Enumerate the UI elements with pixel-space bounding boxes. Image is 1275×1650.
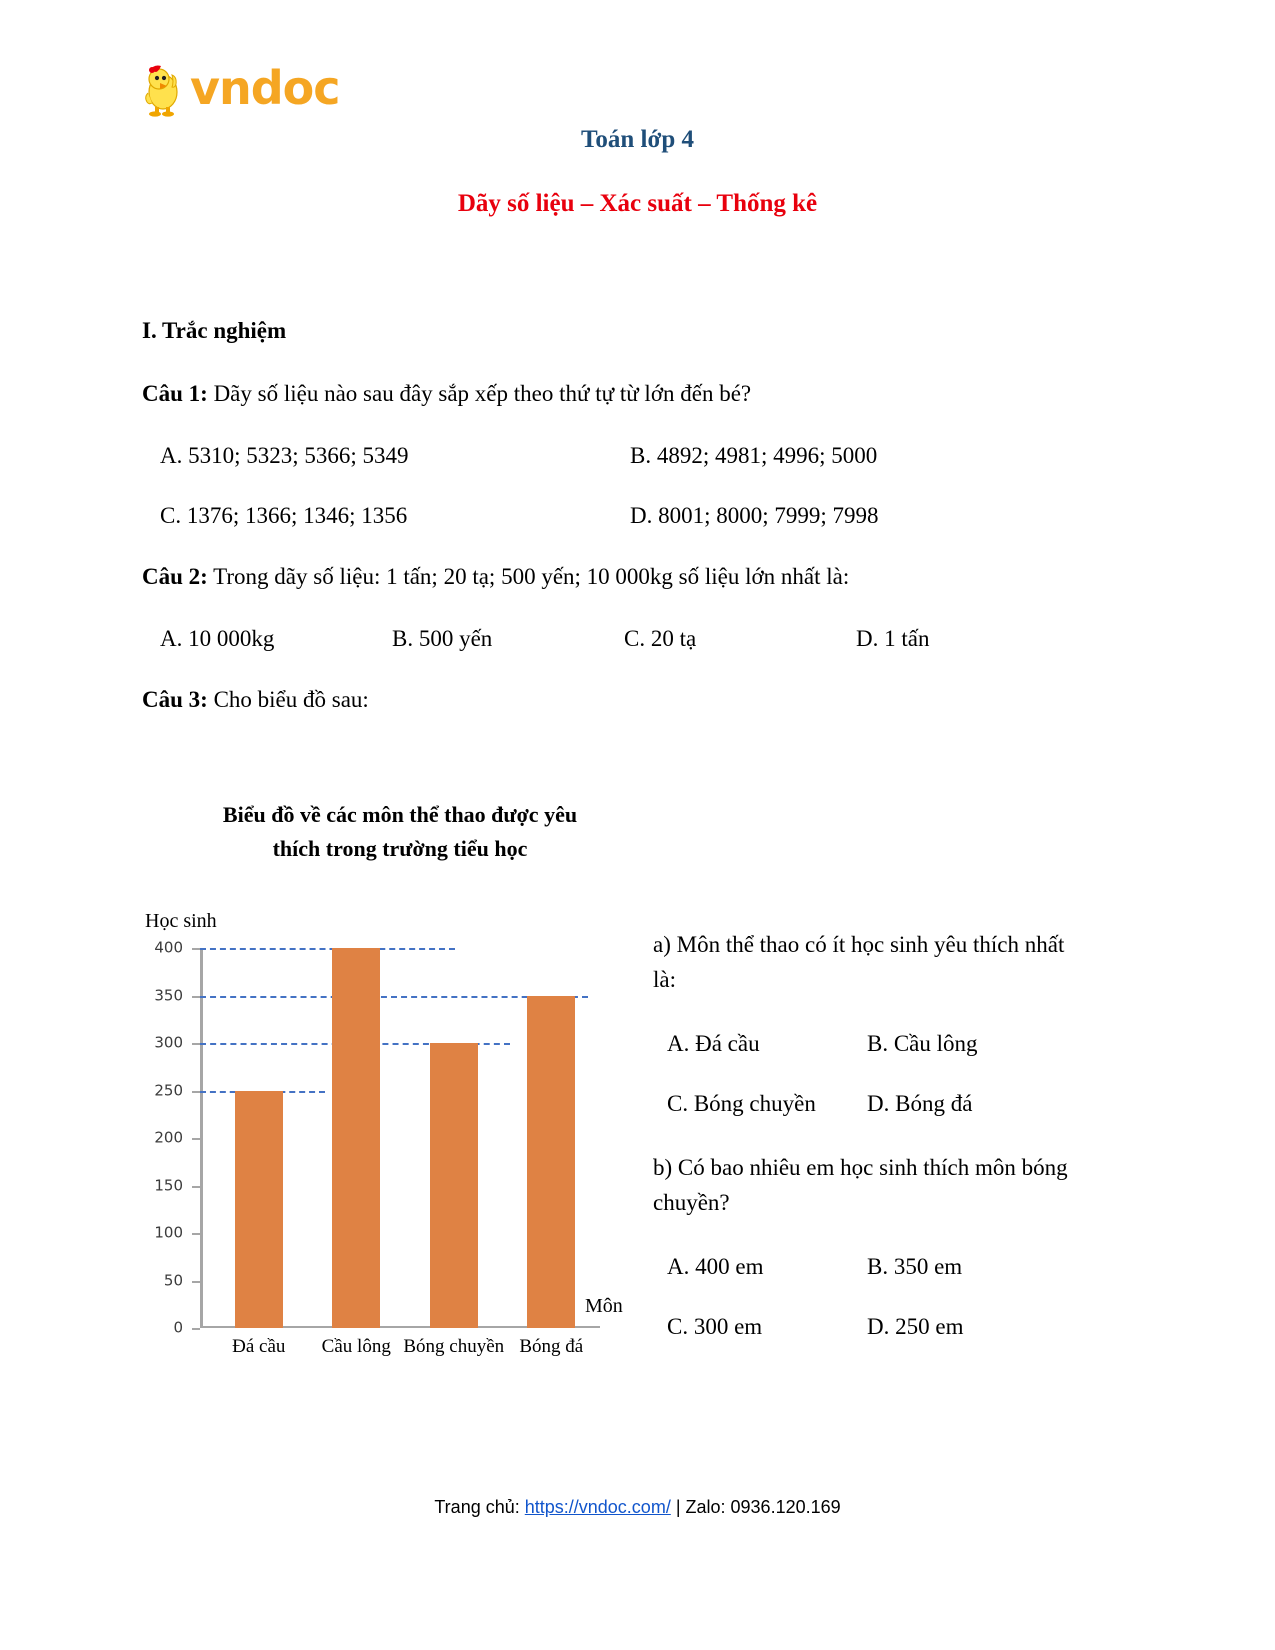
- chart-y-tick: [173, 1318, 200, 1337]
- subquestion-a-options-row-1: [653, 1031, 1073, 1057]
- chart-category-label: Bóng chuyền: [403, 1336, 505, 1357]
- section-heading-trac-nghiem: I. Trắc nghiệm: [142, 318, 287, 343]
- chart-y-tick-label: 300: [154, 1033, 183, 1052]
- chart-y-tick-label: 200: [154, 1128, 183, 1147]
- chick-mascot-icon: [142, 59, 186, 117]
- chart-y-tick: [163, 1271, 200, 1290]
- question-2-option-b[interactable]: B. 500 yến: [392, 625, 493, 651]
- chart-plot-area: [154, 938, 590, 1357]
- question-1-options-row-2: [142, 503, 1132, 529]
- chart-bar: [527, 996, 575, 1329]
- question-1: [142, 380, 1132, 409]
- question-2-options-row: [142, 626, 1132, 652]
- subquestion-a-option-b[interactable]: B. Cầu lông: [867, 1031, 978, 1056]
- chart-y-tick: [154, 986, 200, 1005]
- chart-category-label: Đá cầu: [232, 1336, 286, 1357]
- subquestion-b-options-row-2: [653, 1314, 1073, 1340]
- chart-y-tick: [154, 1128, 200, 1147]
- question-2-text: Trong dãy số liệu: 1 tấn; 20 tạ; 500 yến; 10 000kg số liệu lớn nhất là:: [207, 563, 850, 589]
- question-3: [142, 686, 1132, 715]
- chart-y-tick: [154, 1176, 200, 1195]
- question-2-option-a[interactable]: A. 10 000kg: [160, 625, 275, 651]
- footer-homepage-link[interactable]: https://vndoc.com/: [524, 1497, 671, 1517]
- sports-bar-chart: [140, 910, 660, 1410]
- chart-y-tick: [154, 1033, 200, 1052]
- footer-prefix: Trang chủ:: [434, 1497, 525, 1517]
- page-footer: [0, 1497, 1275, 1518]
- chart-y-tick: [154, 1223, 200, 1242]
- chart-x-axis-label: Môn: [585, 1295, 623, 1317]
- chart-bar: [332, 948, 380, 1328]
- question-2: [142, 563, 1132, 592]
- chart-title: [165, 798, 635, 866]
- question-1-text: Dãy số liệu nào sau đây sắp xếp theo thứ tự từ lớn đến bé?: [207, 381, 752, 406]
- chart-y-tick-label: 100: [154, 1223, 183, 1242]
- chart-y-axis-label: Học sinh: [145, 910, 217, 932]
- subquestion-b-option-b[interactable]: B. 350 em: [867, 1254, 963, 1279]
- footer-suffix: | Zalo: 0936.120.169: [670, 1497, 841, 1517]
- chart-bar: [235, 1091, 283, 1329]
- worksheet-body: [142, 318, 1132, 748]
- chart-gridline: [200, 948, 455, 950]
- chart-y-tick-label: 400: [154, 938, 183, 957]
- vndoc-logo: [142, 56, 340, 120]
- question-3-label: Câu 3:: [142, 686, 208, 712]
- chart-y-tick-label: 250: [154, 1081, 183, 1100]
- chart-title-line-2: thích trong trường tiểu học: [272, 836, 528, 862]
- chart-y-tick-label: 0: [173, 1318, 183, 1337]
- chart-y-tick-label: 50: [163, 1271, 183, 1290]
- chart-category-label: Bóng đá: [519, 1336, 584, 1357]
- question-1-option-c[interactable]: C. 1376; 1366; 1346; 1356: [160, 502, 408, 528]
- chart-y-tick: [154, 938, 200, 957]
- chart-category-label: Cầu lông: [321, 1336, 391, 1357]
- chart-y-tick-label: 150: [154, 1176, 183, 1195]
- subquestion-b-option-a[interactable]: A. 400 em: [667, 1254, 764, 1279]
- subquestion-a-prompt: a) Môn thể thao có ít học sinh yêu thích nhất là:: [653, 932, 1065, 992]
- chart-bar: [430, 1043, 478, 1328]
- question-1-label: Câu 1:: [142, 381, 208, 406]
- subquestion-b-prompt: b) Có bao nhiêu em học sinh thích môn bóng chuyền?: [653, 1155, 1068, 1215]
- subquestion-a-option-d[interactable]: D. Bóng đá: [867, 1091, 973, 1116]
- question-3-text: Cho biểu đồ sau:: [207, 686, 369, 712]
- chart-title-line-1: Biểu đồ về các môn thể thao được yêu: [222, 802, 578, 827]
- logo-wordmark: vndoc: [190, 61, 340, 115]
- page-subtitle: Dãy số liệu – Xác suất – Thống kê: [457, 190, 818, 217]
- question-1-option-d[interactable]: D. 8001; 8000; 7999; 7998: [630, 502, 879, 528]
- subquestion-b-option-c[interactable]: C. 300 em: [667, 1314, 763, 1339]
- subquestion-b-options-row-1: [653, 1254, 1073, 1280]
- question-1-options-row-1: [142, 443, 1132, 469]
- chart-y-tick: [154, 1081, 200, 1100]
- question-2-option-d[interactable]: D. 1 tấn: [856, 625, 930, 651]
- chart-y-axis-line: [200, 948, 203, 1328]
- subquestion-a-option-c[interactable]: C. Bóng chuyền: [667, 1091, 816, 1116]
- page-title: Toán lớp 4: [581, 126, 694, 153]
- subquestion-a-options-row-2: [653, 1091, 1073, 1117]
- question-2-label: Câu 2:: [142, 563, 208, 589]
- chart-y-tick-label: 350: [154, 986, 183, 1005]
- subquestion-b-option-d[interactable]: D. 250 em: [867, 1314, 964, 1339]
- subquestion-a-option-a[interactable]: A. Đá cầu: [667, 1031, 760, 1056]
- question-1-option-b[interactable]: B. 4892; 4981; 4996; 5000: [630, 442, 878, 468]
- question-2-option-c[interactable]: C. 20 tạ: [624, 625, 697, 651]
- question-3-subquestions: [653, 928, 1073, 1374]
- question-1-option-a[interactable]: A. 5310; 5323; 5366; 5349: [160, 442, 409, 468]
